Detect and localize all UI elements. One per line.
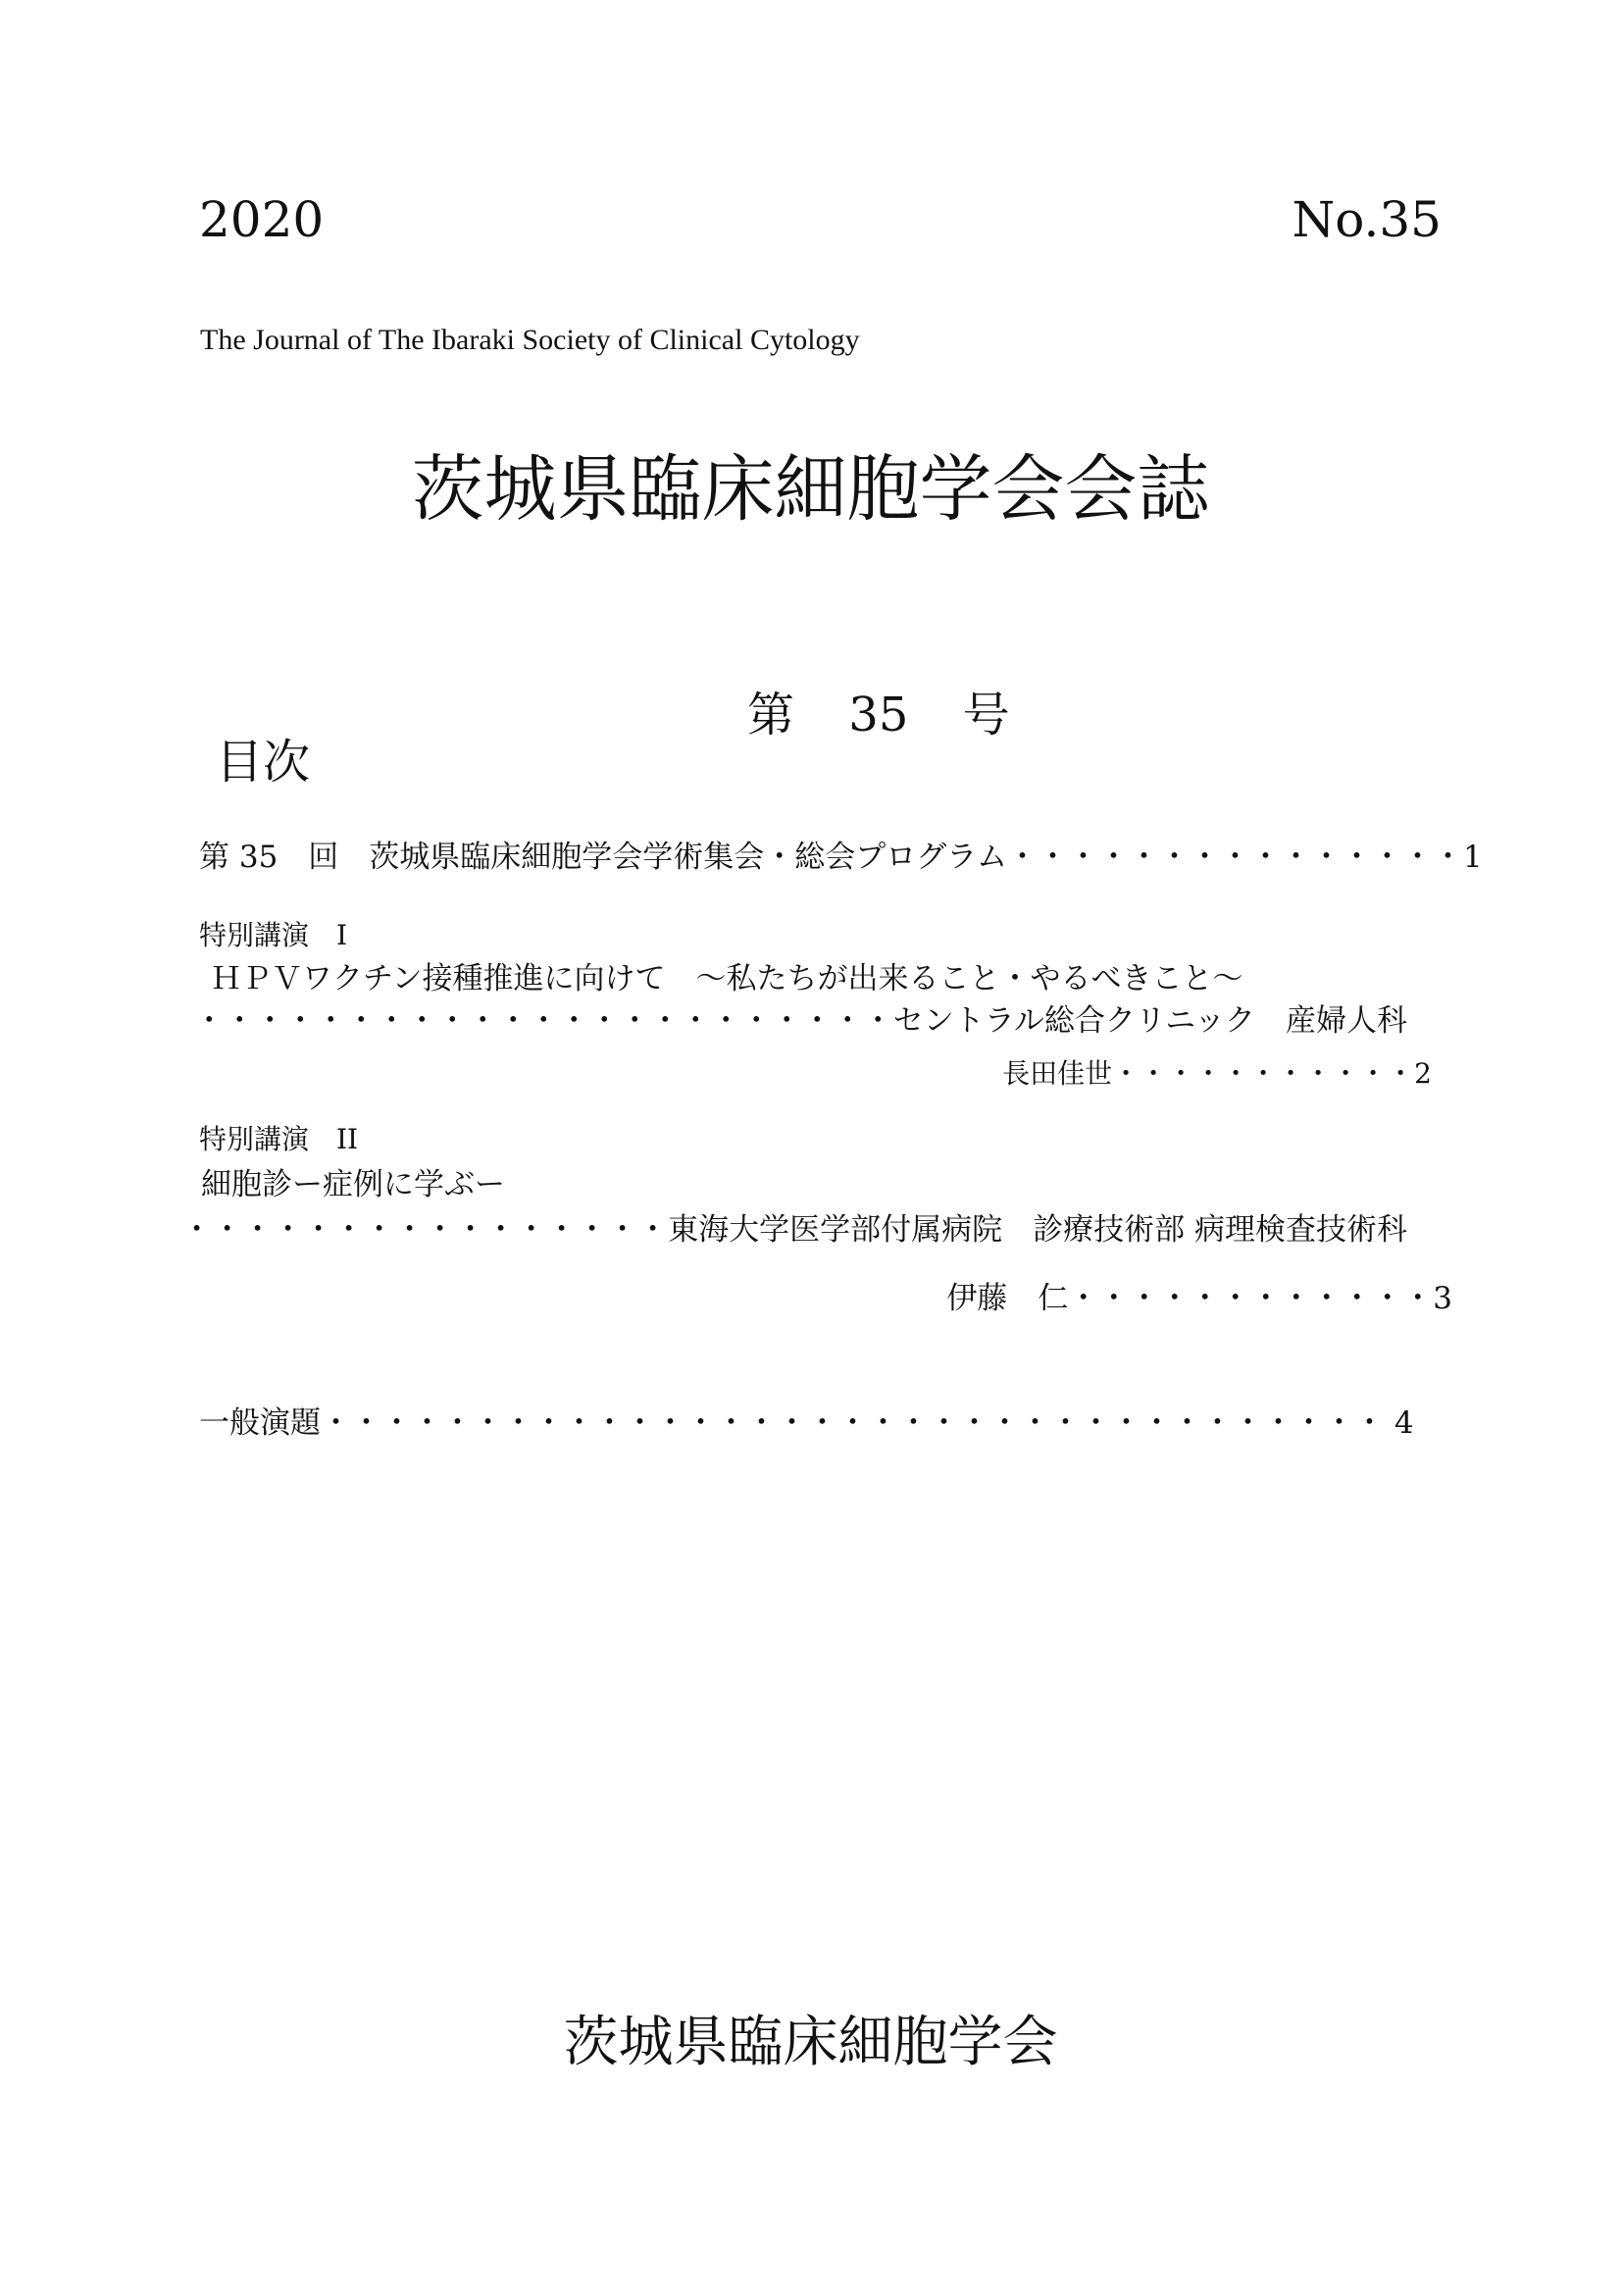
toc-lecture2-heading: 特別講演 II: [199, 1123, 359, 1155]
issue-number: No.35: [1292, 191, 1442, 248]
toc-lecture1-title: ＨＰＶワクチン接種推進に向けて ～私たちが出来ること・やるべきこと～: [211, 961, 1243, 996]
toc-lecture1-heading: 特別講演 I: [199, 919, 348, 951]
toc-entry-general: 一般演題・・・・・・・・・・・・・・・・・・・・・・・・・・・・・・・・・・・ 4: [199, 1405, 1414, 1441]
volume-suffix: 号: [962, 688, 1010, 742]
volume-label: [747, 677, 1010, 744]
volume-number: 35: [848, 688, 909, 742]
toc-lecture2-affiliation: ・・・・・・・・・・・・・・・・東海大学医学部付属病院 診療技術部 病理検査技術科: [181, 1212, 1407, 1248]
toc-entry-program: 第 35 回 茨城県臨床細胞学会学術集会・総会プログラム・・・・・・・・・・・・・・・1: [199, 840, 1483, 875]
year: 2020: [199, 191, 325, 248]
toc-lecture2-speaker: 伊藤 仁・・・・・・・・・・・・3: [946, 1281, 1452, 1316]
toc-lecture1-affiliation: ・・・・・・・・・・・・・・・・・・・・・・・セントラル総合クリニック 産婦人科: [193, 1003, 1407, 1039]
publisher-society: 茨城県臨床細胞学会: [563, 2011, 1058, 2074]
journal-title-english: The Journal of The Ibaraki Society of Clinical Cytology: [200, 324, 860, 356]
toc-lecture1-speaker: 長田佳世・・・・・・・・・・・2: [1002, 1057, 1432, 1090]
journal-title-japanese: 茨城県臨床細胞学会会誌: [411, 447, 1210, 532]
toc-title: 目次: [216, 735, 311, 790]
volume-prefix: 第: [747, 688, 795, 742]
toc-lecture2-title: 細胞診ー症例に学ぶー: [201, 1167, 505, 1202]
